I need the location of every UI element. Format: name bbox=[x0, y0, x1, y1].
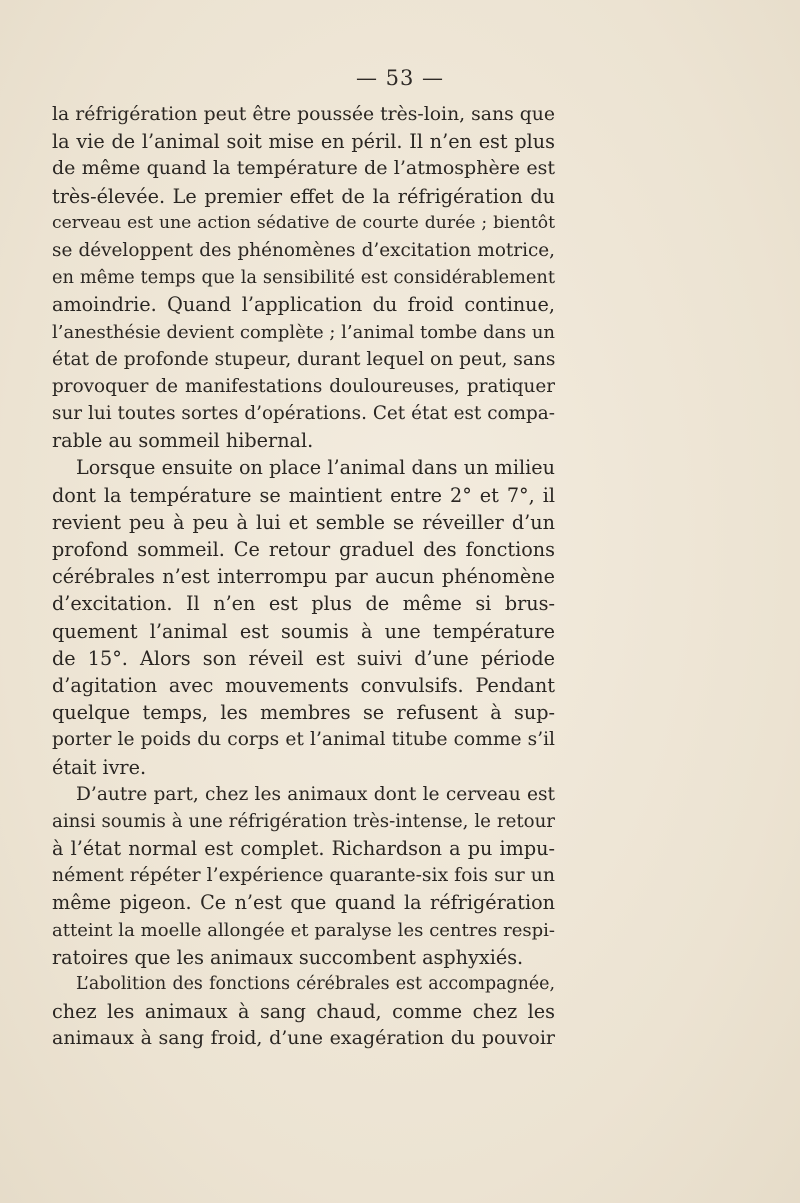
text-line: état de profonde stupeur, durant lequel on peut, sans bbox=[52, 348, 555, 370]
text-line: L’abolition des fonctions cérébrales est accompagnée, bbox=[76, 974, 555, 994]
text-line: revient peu à peu à lui et semble se réveiller d’un bbox=[52, 510, 555, 534]
text-line: D’autre part, chez les animaux dont le cerveau est bbox=[76, 783, 555, 805]
text-line: ratoires que les animaux succombent asphyxiés. bbox=[52, 945, 524, 969]
page-number: — 53 — bbox=[355, 66, 445, 90]
text-line: profond sommeil. Ce retour graduel des fonctions bbox=[52, 538, 555, 561]
text-line: de même quand la température de l’atmosphère est bbox=[52, 157, 555, 180]
text-line: Lorsque ensuite on place l’animal dans un milieu bbox=[76, 456, 555, 480]
text-line: amoindrie. Quand l’application du froid continue, bbox=[52, 293, 555, 317]
text-line: sur lui toutes sortes d’opérations. Cet état est compa- bbox=[52, 403, 555, 425]
text-line: se développent des phénomènes d’excitation motrice, bbox=[52, 239, 555, 261]
text-line: cerveau est une action sédative de courte durée ; bientôt bbox=[52, 212, 555, 233]
text-line: en même temps que la sensibilité est considérablement bbox=[52, 267, 555, 289]
text-line: quement l’animal est soumis à une température bbox=[52, 619, 555, 643]
text-line: l’anesthésie devient complète ; l’animal tombe dans un bbox=[52, 321, 555, 343]
text-line: très-élevée. Le premier effet de la réfrigération du bbox=[52, 184, 555, 208]
text-line: à l’état normal est complet. Richardson a pu impu- bbox=[52, 837, 555, 861]
text-line: dont la température se maintient entre 2° et 7°, il bbox=[52, 483, 555, 507]
text-line: chez les animaux à sang chaud, comme chez les bbox=[52, 1000, 555, 1024]
text-line: provoquer de manifestations douloureuses, pratiquer bbox=[52, 375, 555, 397]
text-line: atteint la moelle allongée et paralyse les centres respi- bbox=[52, 919, 555, 941]
text-line: quelque temps, les membres se refusent à sup- bbox=[52, 701, 555, 725]
text-line: la vie de l’animal soit mise en péril. Il n’en est plus bbox=[52, 130, 555, 154]
text-line: d’excitation. Il n’en est plus de même si brus- bbox=[52, 592, 555, 616]
text-line: était ivre. bbox=[52, 755, 147, 779]
text-line: la réfrigération peut être poussée très-loin, sans que bbox=[52, 104, 555, 125]
body-text bbox=[52, 101, 555, 1053]
text-line: animaux à sang froid, d’une exagération du pouvoir bbox=[52, 1027, 555, 1050]
text-line: même pigeon. Ce n’est que quand la réfrigération bbox=[52, 891, 555, 915]
text-line: ainsi soumis à une réfrigération très-intense, le retour bbox=[52, 810, 555, 832]
text-line: de 15°. Alors son réveil est suivi d’une période bbox=[52, 646, 555, 670]
text-line: rable au sommeil hibernal. bbox=[52, 429, 314, 453]
text-line: porter le poids du corps et l’animal titube comme s’il bbox=[52, 729, 555, 751]
text-line: nément répéter l’expérience quarante-six fois sur un bbox=[52, 865, 555, 887]
text-line: d’agitation avec mouvements convulsifs. Pendant bbox=[52, 673, 555, 697]
text-line: cérébrales n’est interrompu par aucun phénomène bbox=[52, 565, 555, 589]
